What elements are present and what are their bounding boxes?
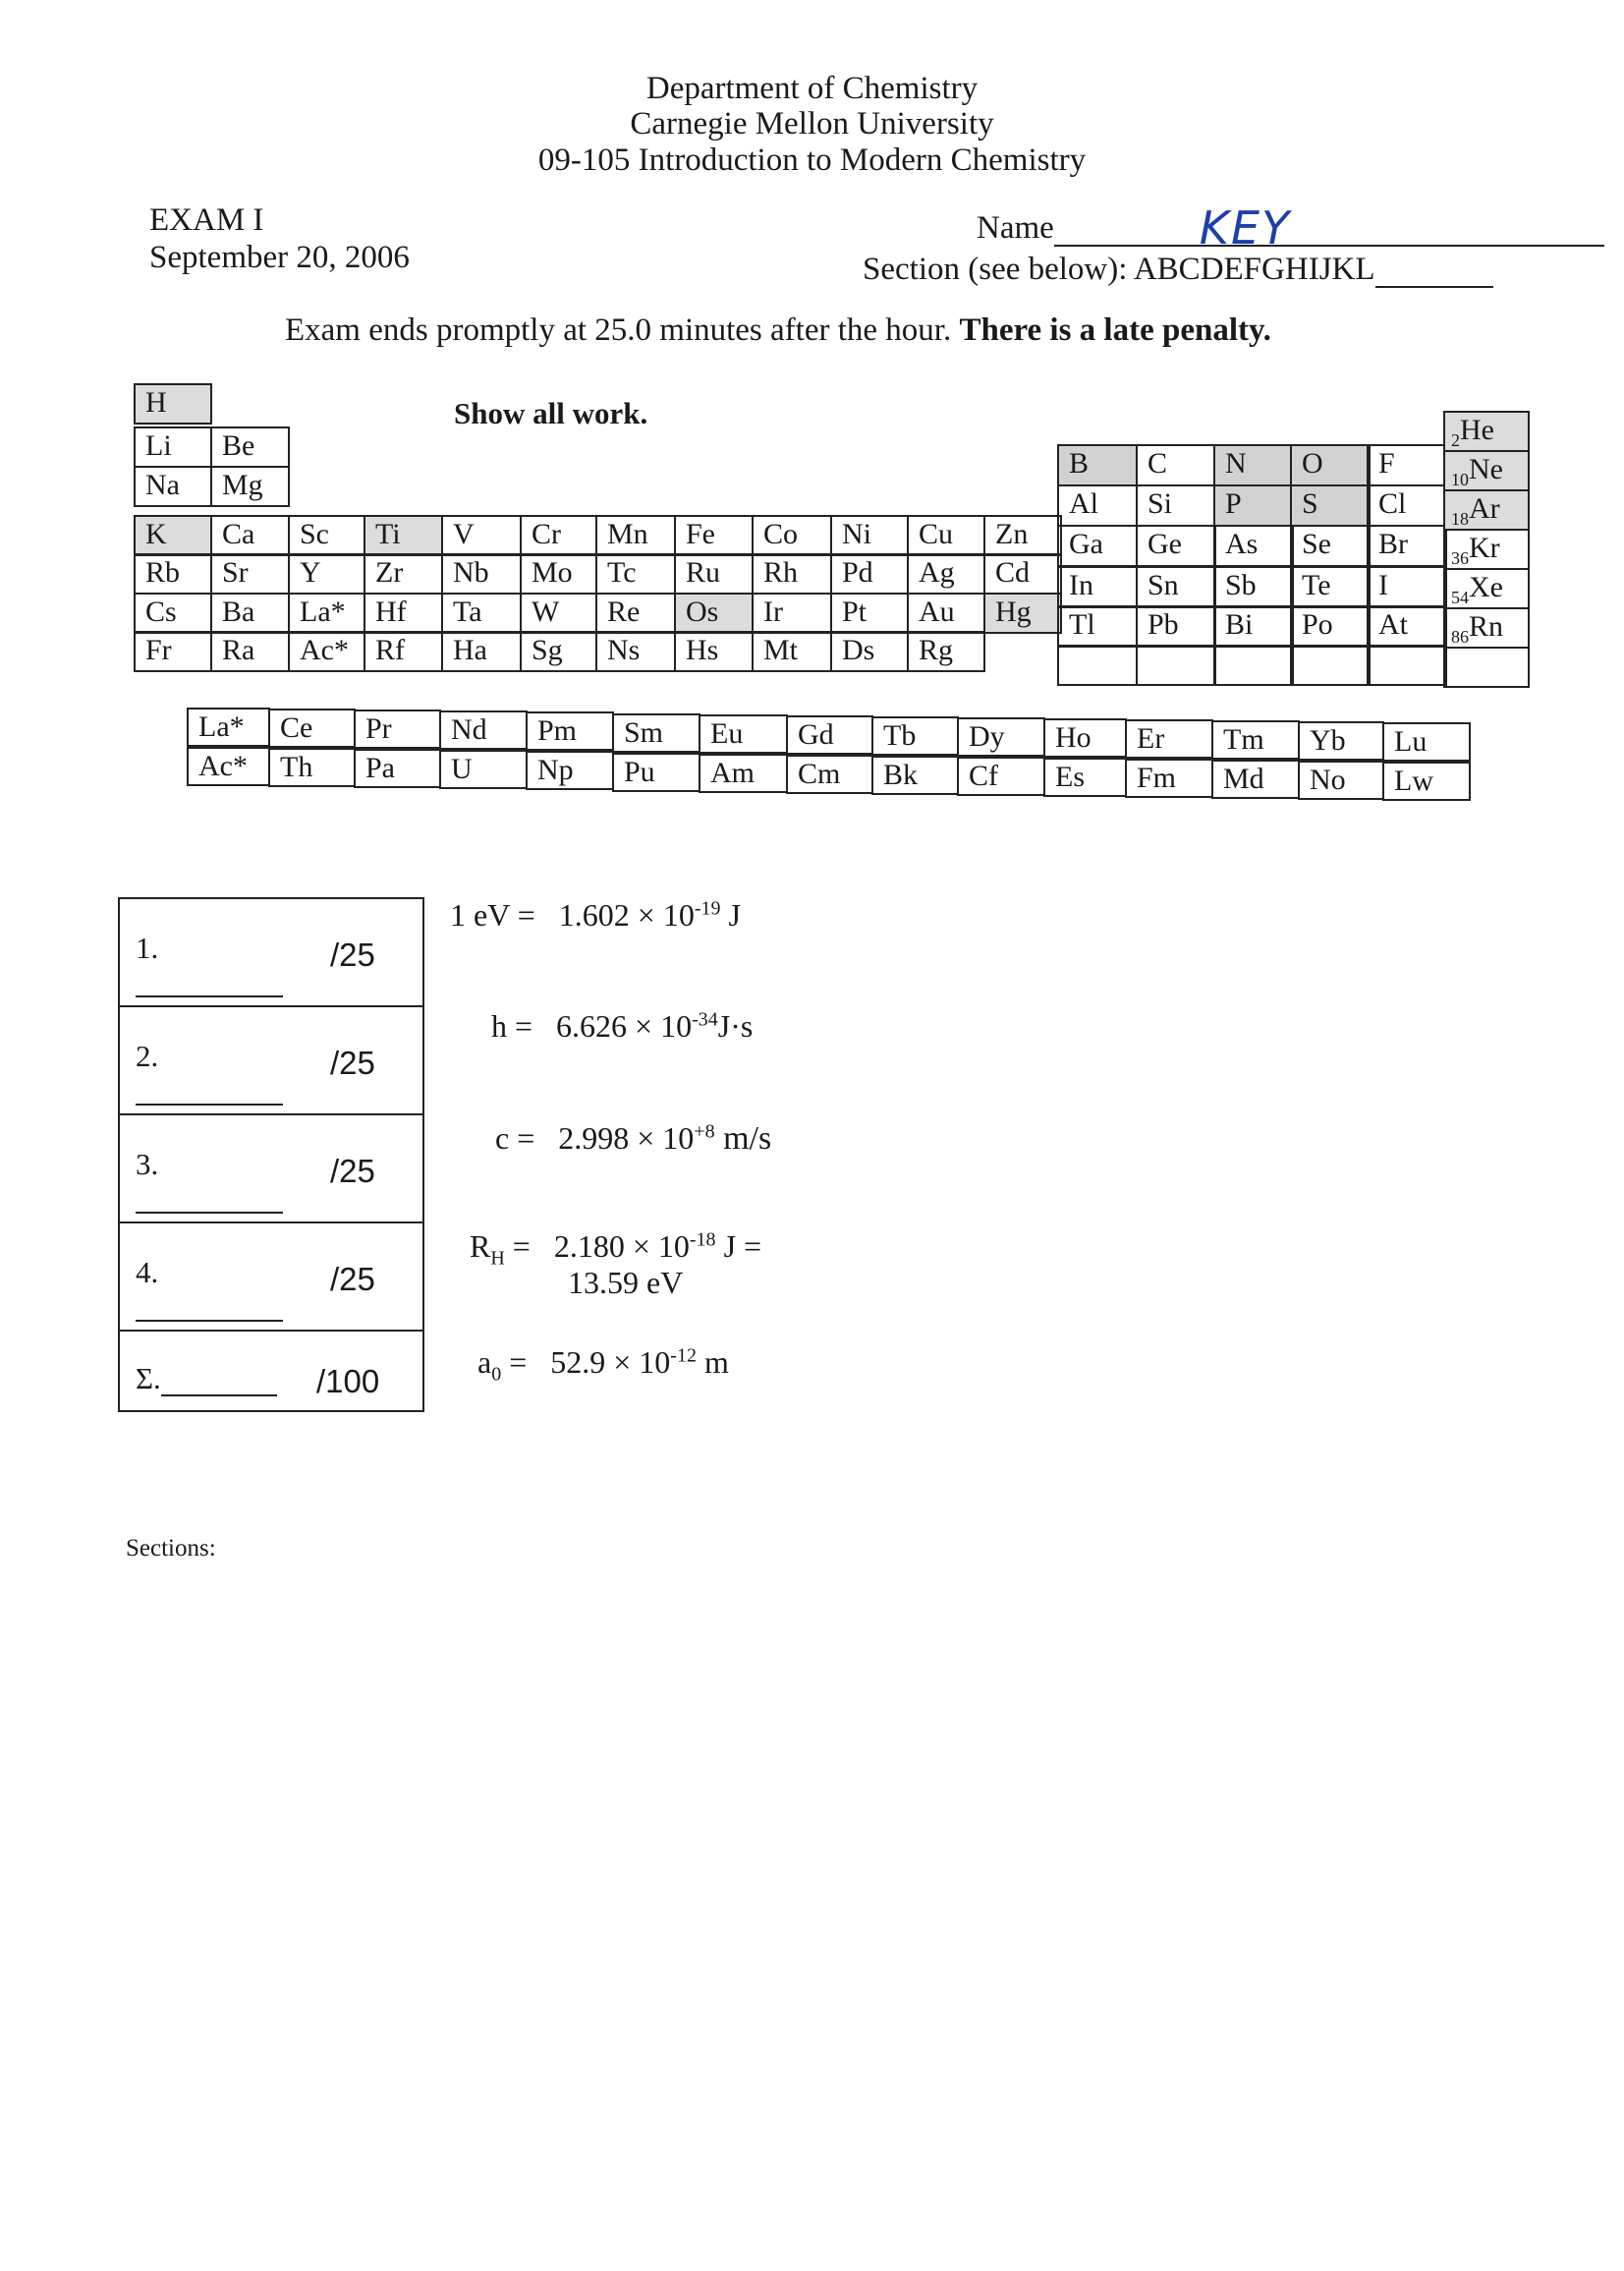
element-cell-tl: Tl xyxy=(1057,605,1138,648)
element-cell-ga: Ga xyxy=(1057,525,1138,567)
element-cell-nb: Nb xyxy=(441,553,522,595)
element-cell-se: Se xyxy=(1290,525,1371,567)
element-cell-k: K xyxy=(134,515,212,556)
actinide-cell-u: U xyxy=(439,750,528,789)
constant-unit: m xyxy=(696,1344,729,1380)
element-cell-ba: Ba xyxy=(210,593,290,634)
actinide-cell-fm: Fm xyxy=(1125,759,1213,798)
element-cell-cs: Cs xyxy=(134,593,212,634)
element-cell-rf: Rf xyxy=(364,631,443,672)
constant-value: 6.626 × 10 xyxy=(556,1008,693,1044)
constant-subscript: H xyxy=(490,1247,505,1270)
lanthanide-cell-ce: Ce xyxy=(268,709,356,748)
element-cell-bi: Bi xyxy=(1213,605,1294,648)
actinide-cell-cf: Cf xyxy=(957,757,1045,796)
course-title: 09-105 Introduction to Modern Chemistry xyxy=(537,142,1087,178)
element-cell-sn: Sn xyxy=(1136,566,1216,608)
lanthanide-cell-yb: Yb xyxy=(1298,721,1384,761)
score-row-2[interactable] xyxy=(120,1007,422,1115)
element-cell-as: As xyxy=(1213,525,1294,567)
atomic-number: 36 xyxy=(1451,548,1469,568)
lanthanide-cell-er: Er xyxy=(1125,719,1213,759)
score-row-total[interactable] xyxy=(120,1332,422,1412)
element-cell-cl: Cl xyxy=(1367,484,1447,527)
constant-value: 2.180 × 10 xyxy=(553,1228,690,1264)
element-cell-in: In xyxy=(1057,566,1138,608)
score-row-3[interactable] xyxy=(120,1115,422,1223)
constant-value: 1.602 × 10 xyxy=(558,897,695,933)
max-points: /25 xyxy=(330,1261,375,1297)
lanthanide-cell-la-star: La* xyxy=(187,708,270,747)
lanthanide-cell-tm: Tm xyxy=(1211,720,1300,760)
element-cell-o: O xyxy=(1290,444,1371,486)
element-cell-rh: Rh xyxy=(752,553,832,595)
element-cell-na: Na xyxy=(134,466,212,507)
actinide-cell-ac-star: Ac* xyxy=(187,747,270,786)
element-cell-be: Be xyxy=(210,426,290,468)
lanthanide-cell-sm: Sm xyxy=(612,713,700,753)
constant-label: c = xyxy=(495,1120,535,1156)
element-cell-empty xyxy=(1136,645,1216,686)
element-cell-ge: Ge xyxy=(1136,525,1216,567)
exam-info xyxy=(149,201,410,276)
question-number: 1. xyxy=(136,931,159,965)
total-label: Σ. xyxy=(136,1361,161,1395)
score-blank[interactable] xyxy=(136,995,283,997)
lanthanide-cell-lu: Lu xyxy=(1382,722,1471,762)
element-cell-kr xyxy=(1443,529,1530,570)
element-cell-au: Au xyxy=(907,593,985,634)
element-cell-ar xyxy=(1443,489,1530,531)
element-cell-fr: Fr xyxy=(134,631,212,672)
element-cell-si: Si xyxy=(1136,484,1216,527)
lanthanide-cell-gd: Gd xyxy=(786,715,873,755)
element-cell-f: F xyxy=(1367,444,1447,486)
element-cell-br: Br xyxy=(1367,525,1447,567)
constant-subscript: 0 xyxy=(491,1363,502,1386)
exam-title: EXAM I xyxy=(149,202,264,238)
element-cell-i: I xyxy=(1367,566,1447,608)
exam-instructions xyxy=(285,312,1271,349)
lanthanide-cell-dy: Dy xyxy=(957,717,1045,757)
lanthanide-cell-nd: Nd xyxy=(439,710,528,750)
question-number: 2. xyxy=(136,1039,159,1073)
name-handwritten-value: KEY xyxy=(1199,201,1292,255)
constant-label: R xyxy=(470,1228,491,1264)
element-cell-s: S xyxy=(1290,484,1371,527)
element-cell-te: Te xyxy=(1290,566,1371,608)
lanthanide-cell-pm: Pm xyxy=(526,711,614,751)
element-cell-at: At xyxy=(1367,605,1447,648)
element-cell-co: Co xyxy=(752,515,832,556)
max-points: /100 xyxy=(316,1363,380,1399)
element-cell-rn xyxy=(1443,607,1530,649)
element-cell-re: Re xyxy=(595,593,676,634)
element-cell-ac-star: Ac* xyxy=(288,631,365,672)
element-cell-empty xyxy=(1443,647,1530,688)
element-cell-ti: Ti xyxy=(364,515,443,556)
constant-exponent: -19 xyxy=(694,897,721,920)
element-symbol: Ne xyxy=(1469,453,1503,485)
name-field[interactable] xyxy=(977,201,1604,255)
element-cell-rb: Rb xyxy=(134,553,212,595)
max-points: /25 xyxy=(330,1153,375,1189)
element-cell-la-star: La* xyxy=(288,593,365,634)
constant-unit: m/s xyxy=(714,1120,772,1157)
element-cell-empty xyxy=(1213,645,1294,686)
total-blank[interactable] xyxy=(161,1373,277,1396)
atomic-number: 2 xyxy=(1451,430,1460,450)
score-row-4[interactable] xyxy=(120,1223,422,1332)
element-cell-mt: Mt xyxy=(752,631,832,672)
element-cell-v: V xyxy=(441,515,522,556)
element-cell-ca: Ca xyxy=(210,515,290,556)
element-cell-ag: Ag xyxy=(907,553,985,595)
element-cell-h: H xyxy=(134,383,212,425)
atomic-number: 18 xyxy=(1451,509,1469,529)
constant-planck xyxy=(491,1008,753,1045)
section-label: Section (see below): ABCDEFGHIJKL xyxy=(863,252,1375,287)
element-cell-sg: Sg xyxy=(520,631,597,672)
score-table xyxy=(118,897,424,1412)
element-cell-tc: Tc xyxy=(595,553,676,595)
element-cell-cu: Cu xyxy=(907,515,985,556)
actinide-cell-pu: Pu xyxy=(612,753,700,792)
constant-unit: J·s xyxy=(717,1008,754,1044)
constant-label: h = xyxy=(491,1008,533,1044)
element-cell-n: N xyxy=(1213,444,1294,486)
element-cell-p: P xyxy=(1213,484,1294,527)
element-symbol: Kr xyxy=(1469,532,1500,564)
element-cell-ne xyxy=(1443,450,1530,491)
actinide-cell-lw: Lw xyxy=(1382,762,1471,801)
question-number: 3. xyxy=(136,1147,159,1181)
element-cell-sr: Sr xyxy=(210,553,290,595)
element-cell-y: Y xyxy=(288,553,365,595)
constant-label: a xyxy=(477,1344,492,1380)
constant-speed-of-light xyxy=(495,1120,771,1158)
element-cell-he xyxy=(1443,411,1530,452)
constant-electronvolt xyxy=(450,897,741,934)
constant-unit: J xyxy=(720,897,741,933)
element-cell-cd: Cd xyxy=(983,553,1062,595)
max-points: /25 xyxy=(330,1045,375,1081)
element-cell-pd: Pd xyxy=(830,553,909,595)
actinide-cell-am: Am xyxy=(699,754,788,793)
actinide-cell-pa: Pa xyxy=(354,749,441,788)
sections-label: Sections: xyxy=(126,1535,216,1561)
element-cell-ru: Ru xyxy=(674,553,754,595)
element-cell-ni: Ni xyxy=(830,515,909,556)
element-cell-ir: Ir xyxy=(752,593,832,634)
constant-value: 52.9 × 10 xyxy=(550,1344,671,1380)
exam-date: September 20, 2006 xyxy=(149,240,410,275)
element-cell-cr: Cr xyxy=(520,515,597,556)
atomic-number: 10 xyxy=(1451,470,1469,489)
max-points: /25 xyxy=(330,937,375,973)
question-number xyxy=(136,1361,277,1396)
element-cell-empty xyxy=(1367,645,1447,686)
score-row-1[interactable] xyxy=(120,899,422,1007)
actinide-cell-bk: Bk xyxy=(871,756,959,795)
element-cell-w: W xyxy=(520,593,597,634)
element-cell-zn: Zn xyxy=(983,515,1062,556)
element-cell-xe xyxy=(1443,568,1530,609)
element-cell-zr: Zr xyxy=(364,553,443,595)
element-cell-sb: Sb xyxy=(1213,566,1294,608)
constant-exponent: +8 xyxy=(694,1120,715,1143)
lanthanide-cell-tb: Tb xyxy=(871,716,959,756)
actinide-cell-np: Np xyxy=(526,751,614,790)
actinide-cell-th: Th xyxy=(268,748,356,787)
element-cell-empty xyxy=(1057,645,1138,686)
exam-end-time: Exam ends promptly at 25.0 minutes after the hour. xyxy=(285,312,952,348)
constant-label: 1 eV = xyxy=(450,897,535,933)
constant-rydberg-ev: 13.59 eV xyxy=(568,1265,684,1300)
element-symbol: Rn xyxy=(1469,610,1504,643)
score-blank[interactable] xyxy=(136,1320,283,1322)
element-cell-rg: Rg xyxy=(907,631,985,672)
atomic-number: 86 xyxy=(1451,627,1469,647)
constant-exponent: -34 xyxy=(692,1008,718,1031)
lanthanide-cell-eu: Eu xyxy=(699,714,788,754)
score-blank[interactable] xyxy=(136,1212,283,1214)
element-cell-mn: Mn xyxy=(595,515,676,556)
element-cell-hf: Hf xyxy=(364,593,443,634)
element-cell-li: Li xyxy=(134,426,212,468)
element-symbol: He xyxy=(1460,414,1494,446)
actinide-cell-cm: Cm xyxy=(786,755,873,794)
lanthanide-cell-ho: Ho xyxy=(1043,718,1127,758)
element-cell-os: Os xyxy=(674,593,754,634)
element-cell-c: C xyxy=(1136,444,1216,486)
actinide-cell-no: No xyxy=(1298,761,1384,800)
constant-exponent: -18 xyxy=(689,1228,716,1251)
element-cell-ns: Ns xyxy=(595,631,676,672)
element-cell-ra: Ra xyxy=(210,631,290,672)
element-cell-pt: Pt xyxy=(830,593,909,634)
element-cell-fe: Fe xyxy=(674,515,754,556)
element-cell-ta: Ta xyxy=(441,593,522,634)
constant-unit: J = xyxy=(715,1228,762,1264)
question-number: 4. xyxy=(136,1255,159,1289)
element-cell-ds: Ds xyxy=(830,631,909,672)
constant-equals: = xyxy=(501,1344,528,1380)
university-title: Carnegie Mellon University xyxy=(630,106,994,142)
name-label: Name xyxy=(977,210,1054,246)
element-symbol: Xe xyxy=(1469,571,1503,603)
actinide-cell-md: Md xyxy=(1211,760,1300,799)
element-cell-b: B xyxy=(1057,444,1138,486)
element-cell-pb: Pb xyxy=(1136,605,1216,648)
show-work-note: Show all work. xyxy=(454,396,648,430)
section-field[interactable] xyxy=(863,252,1493,288)
element-cell-al: Al xyxy=(1057,484,1138,527)
element-cell-mo: Mo xyxy=(520,553,597,595)
element-symbol: Ar xyxy=(1469,492,1500,525)
atomic-number: 54 xyxy=(1451,588,1469,607)
late-penalty-note: There is a late penalty. xyxy=(959,312,1271,348)
constant-equals: = xyxy=(504,1228,531,1264)
lanthanide-cell-pr: Pr xyxy=(354,710,441,749)
actinide-cell-es: Es xyxy=(1043,758,1127,797)
element-cell-hs: Hs xyxy=(674,631,754,672)
constant-bohr-radius xyxy=(477,1344,729,1386)
constant-value: 2.998 × 10 xyxy=(558,1120,695,1156)
element-cell-sc: Sc xyxy=(288,515,365,556)
element-cell-mg: Mg xyxy=(210,466,290,507)
score-blank[interactable] xyxy=(136,1104,283,1106)
element-cell-empty xyxy=(1290,645,1371,686)
department-title: Department of Chemistry xyxy=(645,71,979,106)
constant-exponent: -12 xyxy=(670,1344,697,1367)
element-cell-hg: Hg xyxy=(983,593,1062,634)
element-cell-ha: Ha xyxy=(441,631,522,672)
element-cell-po: Po xyxy=(1290,605,1371,648)
